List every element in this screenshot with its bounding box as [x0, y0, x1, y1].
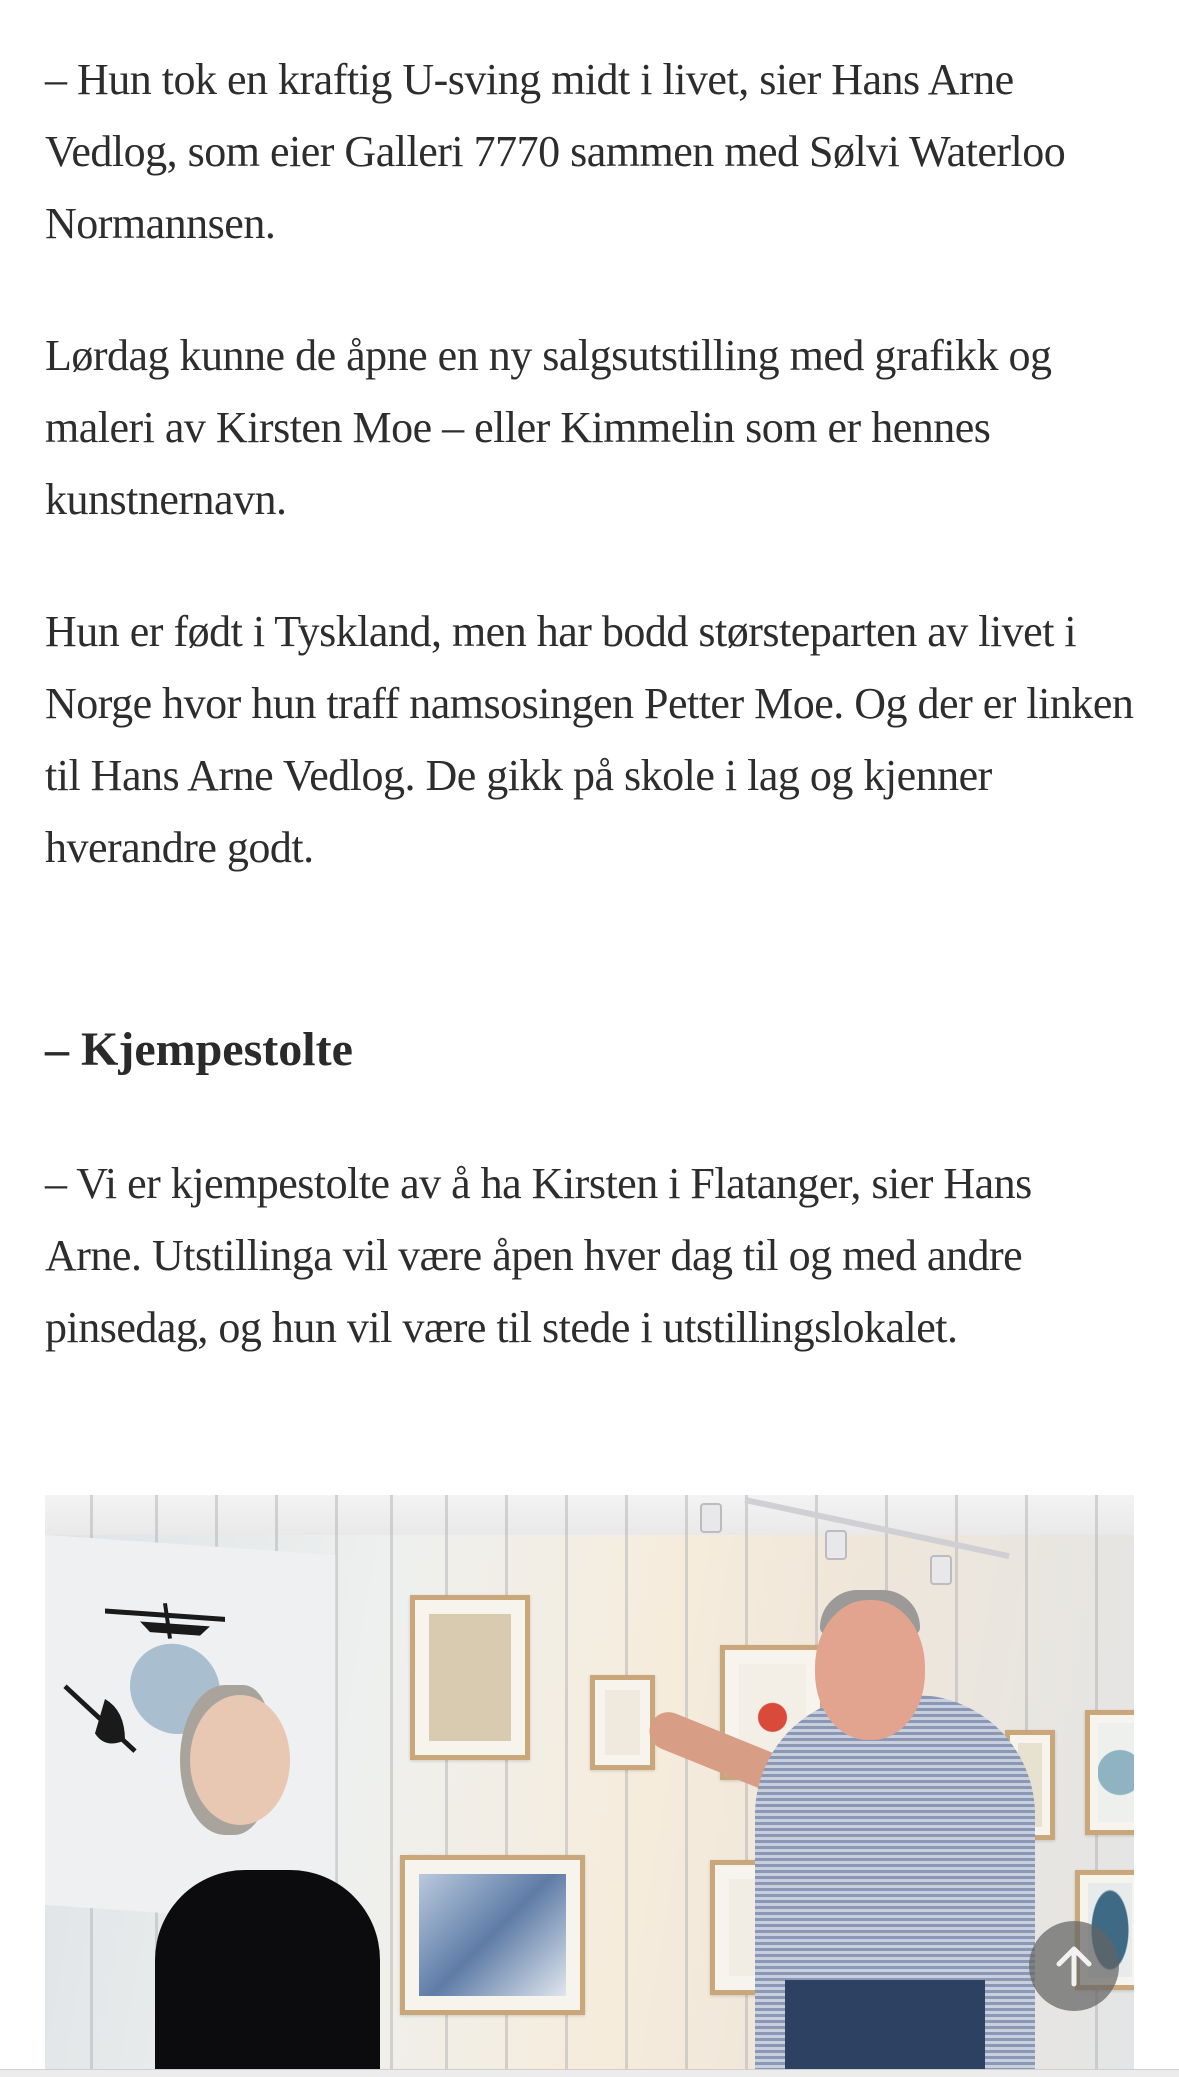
artwork-print	[605, 1690, 640, 1755]
article-paragraph: – Hun tok en kraftig U-sving midt i livet, sier Hans Arne Vedlog, som eier Galleri 7770 sammen med Sølvi Waterloo Normannsen.	[45, 55, 1066, 248]
artwork-print	[419, 1874, 566, 1996]
woman-face	[190, 1695, 290, 1825]
wall-plank	[625, 1495, 628, 2070]
spotlight	[825, 1530, 847, 1560]
article-subheading: – Kjempestolte	[45, 1023, 353, 1076]
article-paragraph: Hun er født i Tyskland, men har bodd størsteparten av livet i Norge hvor hun traff namsosingen Petter Moe. Og der er linken til Hans Arne Vedlog. De gikk på skole i lag og kjenner hverandre godt.	[45, 607, 1134, 872]
scroll-to-top-button[interactable]	[1029, 1921, 1119, 2011]
artwork-print	[429, 1614, 511, 1741]
arrow-up-icon	[1054, 1944, 1094, 1988]
framed-artwork	[410, 1595, 530, 1760]
article-paragraph: Lørdag kunne de åpne en ny salgsutstilling med grafikk og maleri av Kirsten Moe – eller Kimmelin som er hennes kunstnernavn.	[45, 331, 1052, 524]
spotlight	[930, 1555, 952, 1585]
wall-plank	[390, 1495, 393, 2070]
wall-plank	[685, 1495, 688, 2070]
framed-artwork	[590, 1675, 655, 1770]
woman-figure	[155, 1870, 380, 2070]
photo-ceiling	[45, 1495, 1134, 1535]
framed-artwork	[400, 1855, 585, 2015]
spotlight	[700, 1503, 722, 1533]
man-face	[815, 1600, 925, 1740]
artwork-print	[1098, 1723, 1134, 1822]
article-photo[interactable]	[45, 1495, 1134, 2070]
article-paragraph: – Vi er kjempestolte av å ha Kirsten i Flatanger, sier Hans Arne. Utstillinga vil være åpen hver dag til og med andre pinsedag, og hun vil være til stede i utstillingslokalet.	[45, 1159, 1032, 1352]
framed-artwork	[1085, 1710, 1134, 1835]
man-jeans	[785, 1980, 985, 2070]
